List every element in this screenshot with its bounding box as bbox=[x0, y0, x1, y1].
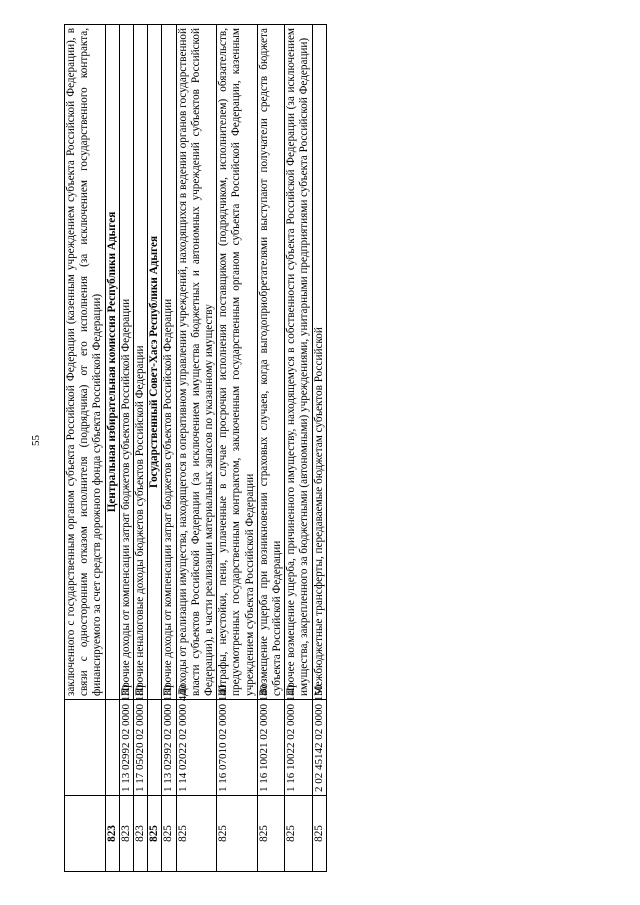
admin-code-cell: 823 bbox=[119, 796, 133, 872]
revenue-code-cell: 1 14 02022 02 0000 440 bbox=[176, 700, 217, 796]
admin-code-cell: 825 bbox=[312, 796, 326, 872]
section-header-row bbox=[105, 25, 119, 872]
revenue-code-cell: 1 13 02992 02 0000 130 bbox=[119, 700, 133, 796]
section-title: Центральная избирательная комиссия Республики Адыгея bbox=[105, 25, 119, 700]
revenue-code-cell: 1 17 05020 02 0000 180 bbox=[134, 700, 148, 796]
admin-code-cell: 825 bbox=[176, 796, 217, 872]
revenue-name-cell: Штрафы, неустойки, пени, уплаченные в случае просрочки исполнения поставщиком (подрядчиком, исполнителем) обязательств, предусмотренных государственным контрактом, заключенным государственным органом субъекта Российской Федерации, казенным учреждением субъекта Российской Федерации bbox=[217, 25, 258, 700]
table-row bbox=[65, 25, 106, 872]
rotated-page bbox=[64, 24, 574, 872]
revenue-name-cell: Прочее возмещение ущерба, причиненного имуществу, находящемуся в собственности субъекта Российской Федерации (за исключением имущества, закрепленного за бюджетными (автономными) учреждениями, унитарными предприятиями субъекта Российской Федерации) bbox=[285, 25, 312, 700]
admin-code-cell: 825 bbox=[162, 796, 176, 872]
revenue-name-cell: Доходы от реализации имущества, находящегося в оперативном управлении учреждений, находящихся в ведении органов государственной власти субъектов Российской Федерации (за исключением имущества бюджетных и автономных учреждений субъектов Российской Федерации), в части реализации материальных запасов по указанному имуществу bbox=[176, 25, 217, 700]
revenue-code-cell bbox=[105, 700, 119, 796]
table-row bbox=[134, 25, 148, 872]
page-number: 55 bbox=[30, 435, 42, 446]
revenue-name-cell: Возмещение ущерба при возникновении страховых случаев, когда выгодоприобретателями выступают получатели средств бюджета субъекта Российской Федерации bbox=[257, 25, 284, 700]
revenue-codes-table bbox=[64, 24, 327, 872]
table-row bbox=[119, 25, 133, 872]
revenue-code-cell bbox=[148, 700, 162, 796]
table-body bbox=[65, 25, 327, 872]
revenue-code-cell: 1 16 10021 02 0000 140 bbox=[257, 700, 284, 796]
section-title: Государственный Совет-Хасэ Республики Адыгея bbox=[148, 25, 162, 700]
admin-code-cell: 823 bbox=[105, 796, 119, 872]
table-row bbox=[257, 25, 284, 872]
revenue-code-cell: 1 16 10022 02 0000 140 bbox=[285, 700, 312, 796]
table-row bbox=[312, 25, 326, 872]
revenue-code-cell: 1 13 02992 02 0000 130 bbox=[162, 700, 176, 796]
revenue-code-cell bbox=[65, 700, 106, 796]
revenue-name-cell: Прочие неналоговые доходы бюджетов субъектов Российской Федерации bbox=[134, 25, 148, 700]
revenue-name-cell: Межбюджетные трансферты, передаваемые бюджетам субъектов Российской bbox=[312, 25, 326, 700]
revenue-name-cell: заключенного с государственным органом субъекта Российской Федерации (казенным учреждением субъекта Российской Федерации), в связи с односторонним отказом исполнителя (подрядчика) от его исполнения (за исключением государственного контракта, финансируемого за счет средств дорожного фонда субъекта Российской Федерации) bbox=[65, 25, 106, 700]
table-row bbox=[162, 25, 176, 872]
revenue-code-cell: 1 16 07010 02 0000 140 bbox=[217, 700, 258, 796]
revenue-name-cell: Прочие доходы от компенсации затрат бюджетов субъектов Российской Федерации bbox=[162, 25, 176, 700]
admin-code-cell: 825 bbox=[148, 796, 162, 872]
admin-code-cell: 823 bbox=[134, 796, 148, 872]
revenue-name-cell: Прочие доходы от компенсации затрат бюджетов субъектов Российской Федерации bbox=[119, 25, 133, 700]
table-row bbox=[285, 25, 312, 872]
admin-code-cell: 825 bbox=[257, 796, 284, 872]
admin-code-cell: 825 bbox=[217, 796, 258, 872]
table-row bbox=[176, 25, 217, 872]
section-header-row bbox=[148, 25, 162, 872]
table-row bbox=[217, 25, 258, 872]
admin-code-cell: 825 bbox=[285, 796, 312, 872]
revenue-code-cell: 2 02 45142 02 0000 150 bbox=[312, 700, 326, 796]
admin-code-cell bbox=[65, 796, 106, 872]
